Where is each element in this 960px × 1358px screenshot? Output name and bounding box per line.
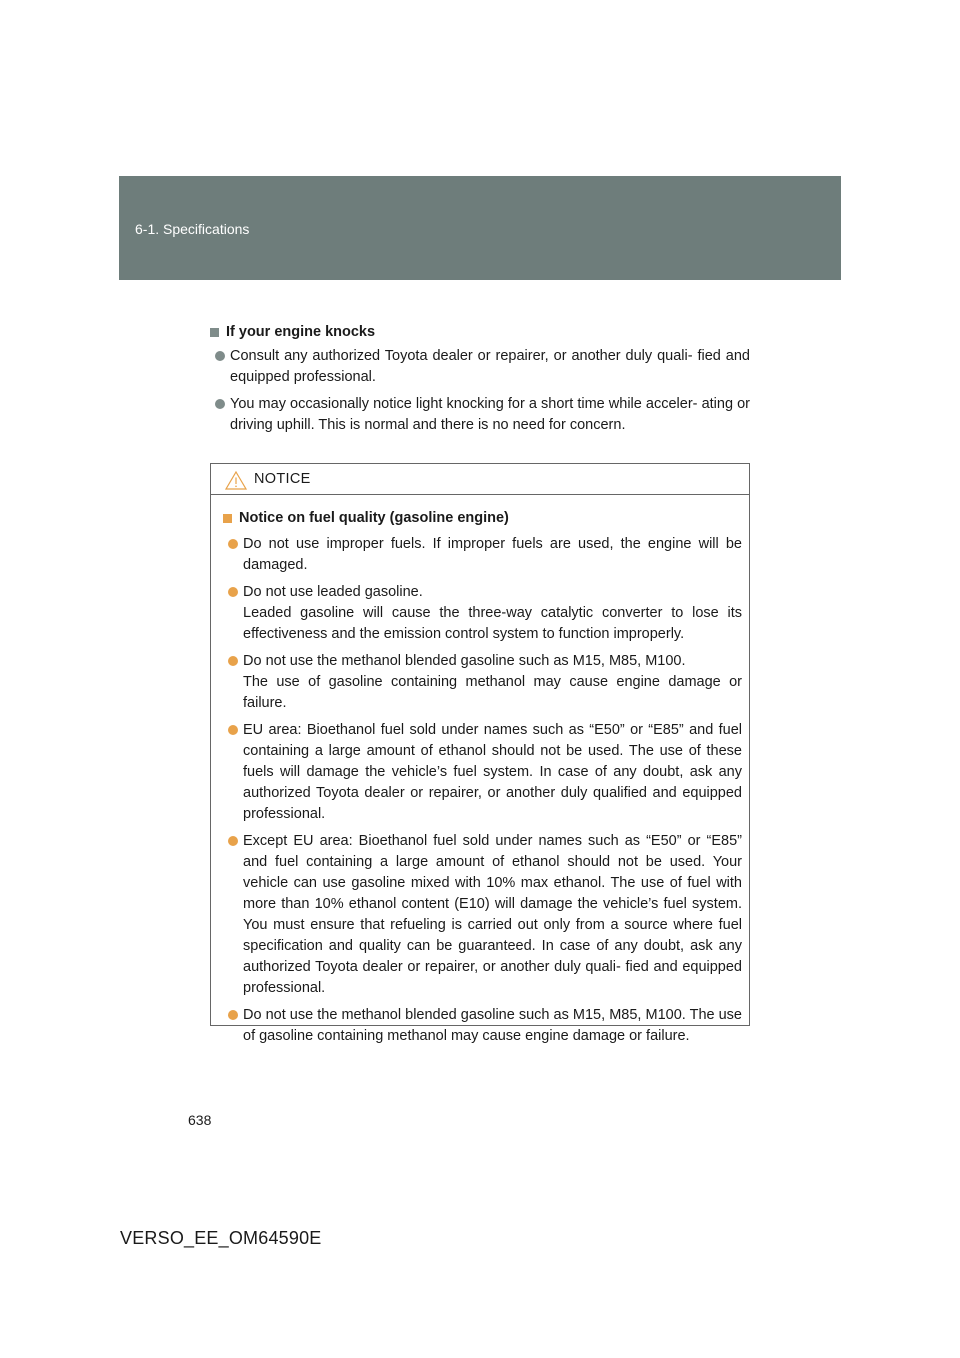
list-item-text: Do not use improper fuels. If improper fuels are used, the engine will be damaged. <box>243 536 742 573</box>
page-number: 638 <box>188 1112 212 1128</box>
notice-header <box>211 464 749 495</box>
list-item <box>223 534 742 576</box>
list-item <box>223 1005 742 1047</box>
knocks-heading <box>210 322 750 342</box>
circle-bullet-icon <box>228 836 238 846</box>
notice-heading <box>223 508 742 528</box>
notice-box <box>210 463 750 1044</box>
list-item <box>223 720 742 825</box>
circle-bullet-icon <box>228 1010 238 1020</box>
list-item <box>223 831 742 999</box>
notice-body <box>211 495 749 1047</box>
list-item <box>223 651 742 714</box>
circle-bullet-icon <box>228 539 238 549</box>
square-bullet-icon <box>210 328 219 337</box>
notice-heading-text: Notice on fuel quality (gasoline engine) <box>239 510 509 526</box>
list-item <box>210 346 750 388</box>
circle-bullet-icon <box>215 399 225 409</box>
knocks-heading-text: If your engine knocks <box>226 324 376 340</box>
list-item-text: Except EU area: Bioethanol fuel sold under names such as “E50” or “E85” and fuel containing a large amount of ethanol should not be used. Your vehicle can use gasoline mixed with 10% max ethanol. The use of fuel with more than 10% ethanol content (E10) will damage the vehicle’s fuel system. You must ensure that refueling is carried out only from a source where fuel specification and quality can be guaranteed. In case of any doubt, ask any authorized Toyota dealer or repairer, or another duly quali- fied and equipped professional. <box>243 833 742 996</box>
list-item-text: You may occasionally notice light knocking for a short time while acceler- ating or driving uphill. This is normal and there is no need for concern. <box>230 396 750 433</box>
list-item-text: Do not use leaded gasoline. Leaded gasoline will cause the three-way catalytic converter to lose its effectiveness and the emission control system to function improperly. <box>243 584 742 642</box>
engine-knocks-section <box>210 322 750 442</box>
list-item <box>223 582 742 645</box>
list-item-text: EU area: Bioethanol fuel sold under names such as “E50” or “E85” and fuel containing a large amount of ethanol should not be used. The use of these fuels will damage the vehicle’s fuel system. In case of any doubt, ask any authorized Toyota dealer or repairer, or another duly qualified and equipped professional. <box>243 722 742 822</box>
list-item-text: Do not use the methanol blended gasoline such as M15, M85, M100. The use of gasoline containing methanol may cause engine damage or failure. <box>243 653 742 711</box>
warning-triangle-icon <box>225 471 247 490</box>
circle-bullet-icon <box>228 656 238 666</box>
circle-bullet-icon <box>228 587 238 597</box>
square-bullet-icon <box>223 514 232 523</box>
document-code: VERSO_EE_OM64590E <box>120 1228 322 1248</box>
notice-title: NOTICE <box>254 471 311 487</box>
circle-bullet-icon <box>215 351 225 361</box>
list-item <box>210 394 750 436</box>
header-band <box>119 176 841 280</box>
section-title: 6-1. Specifications <box>135 221 250 237</box>
circle-bullet-icon <box>228 725 238 735</box>
list-item-text: Do not use the methanol blended gasoline such as M15, M85, M100. The use of gasoline containing methanol may cause engine damage or failure. <box>243 1007 742 1044</box>
list-item-text: Consult any authorized Toyota dealer or repairer, or another duly quali- fied and equipped professional. <box>230 348 750 385</box>
